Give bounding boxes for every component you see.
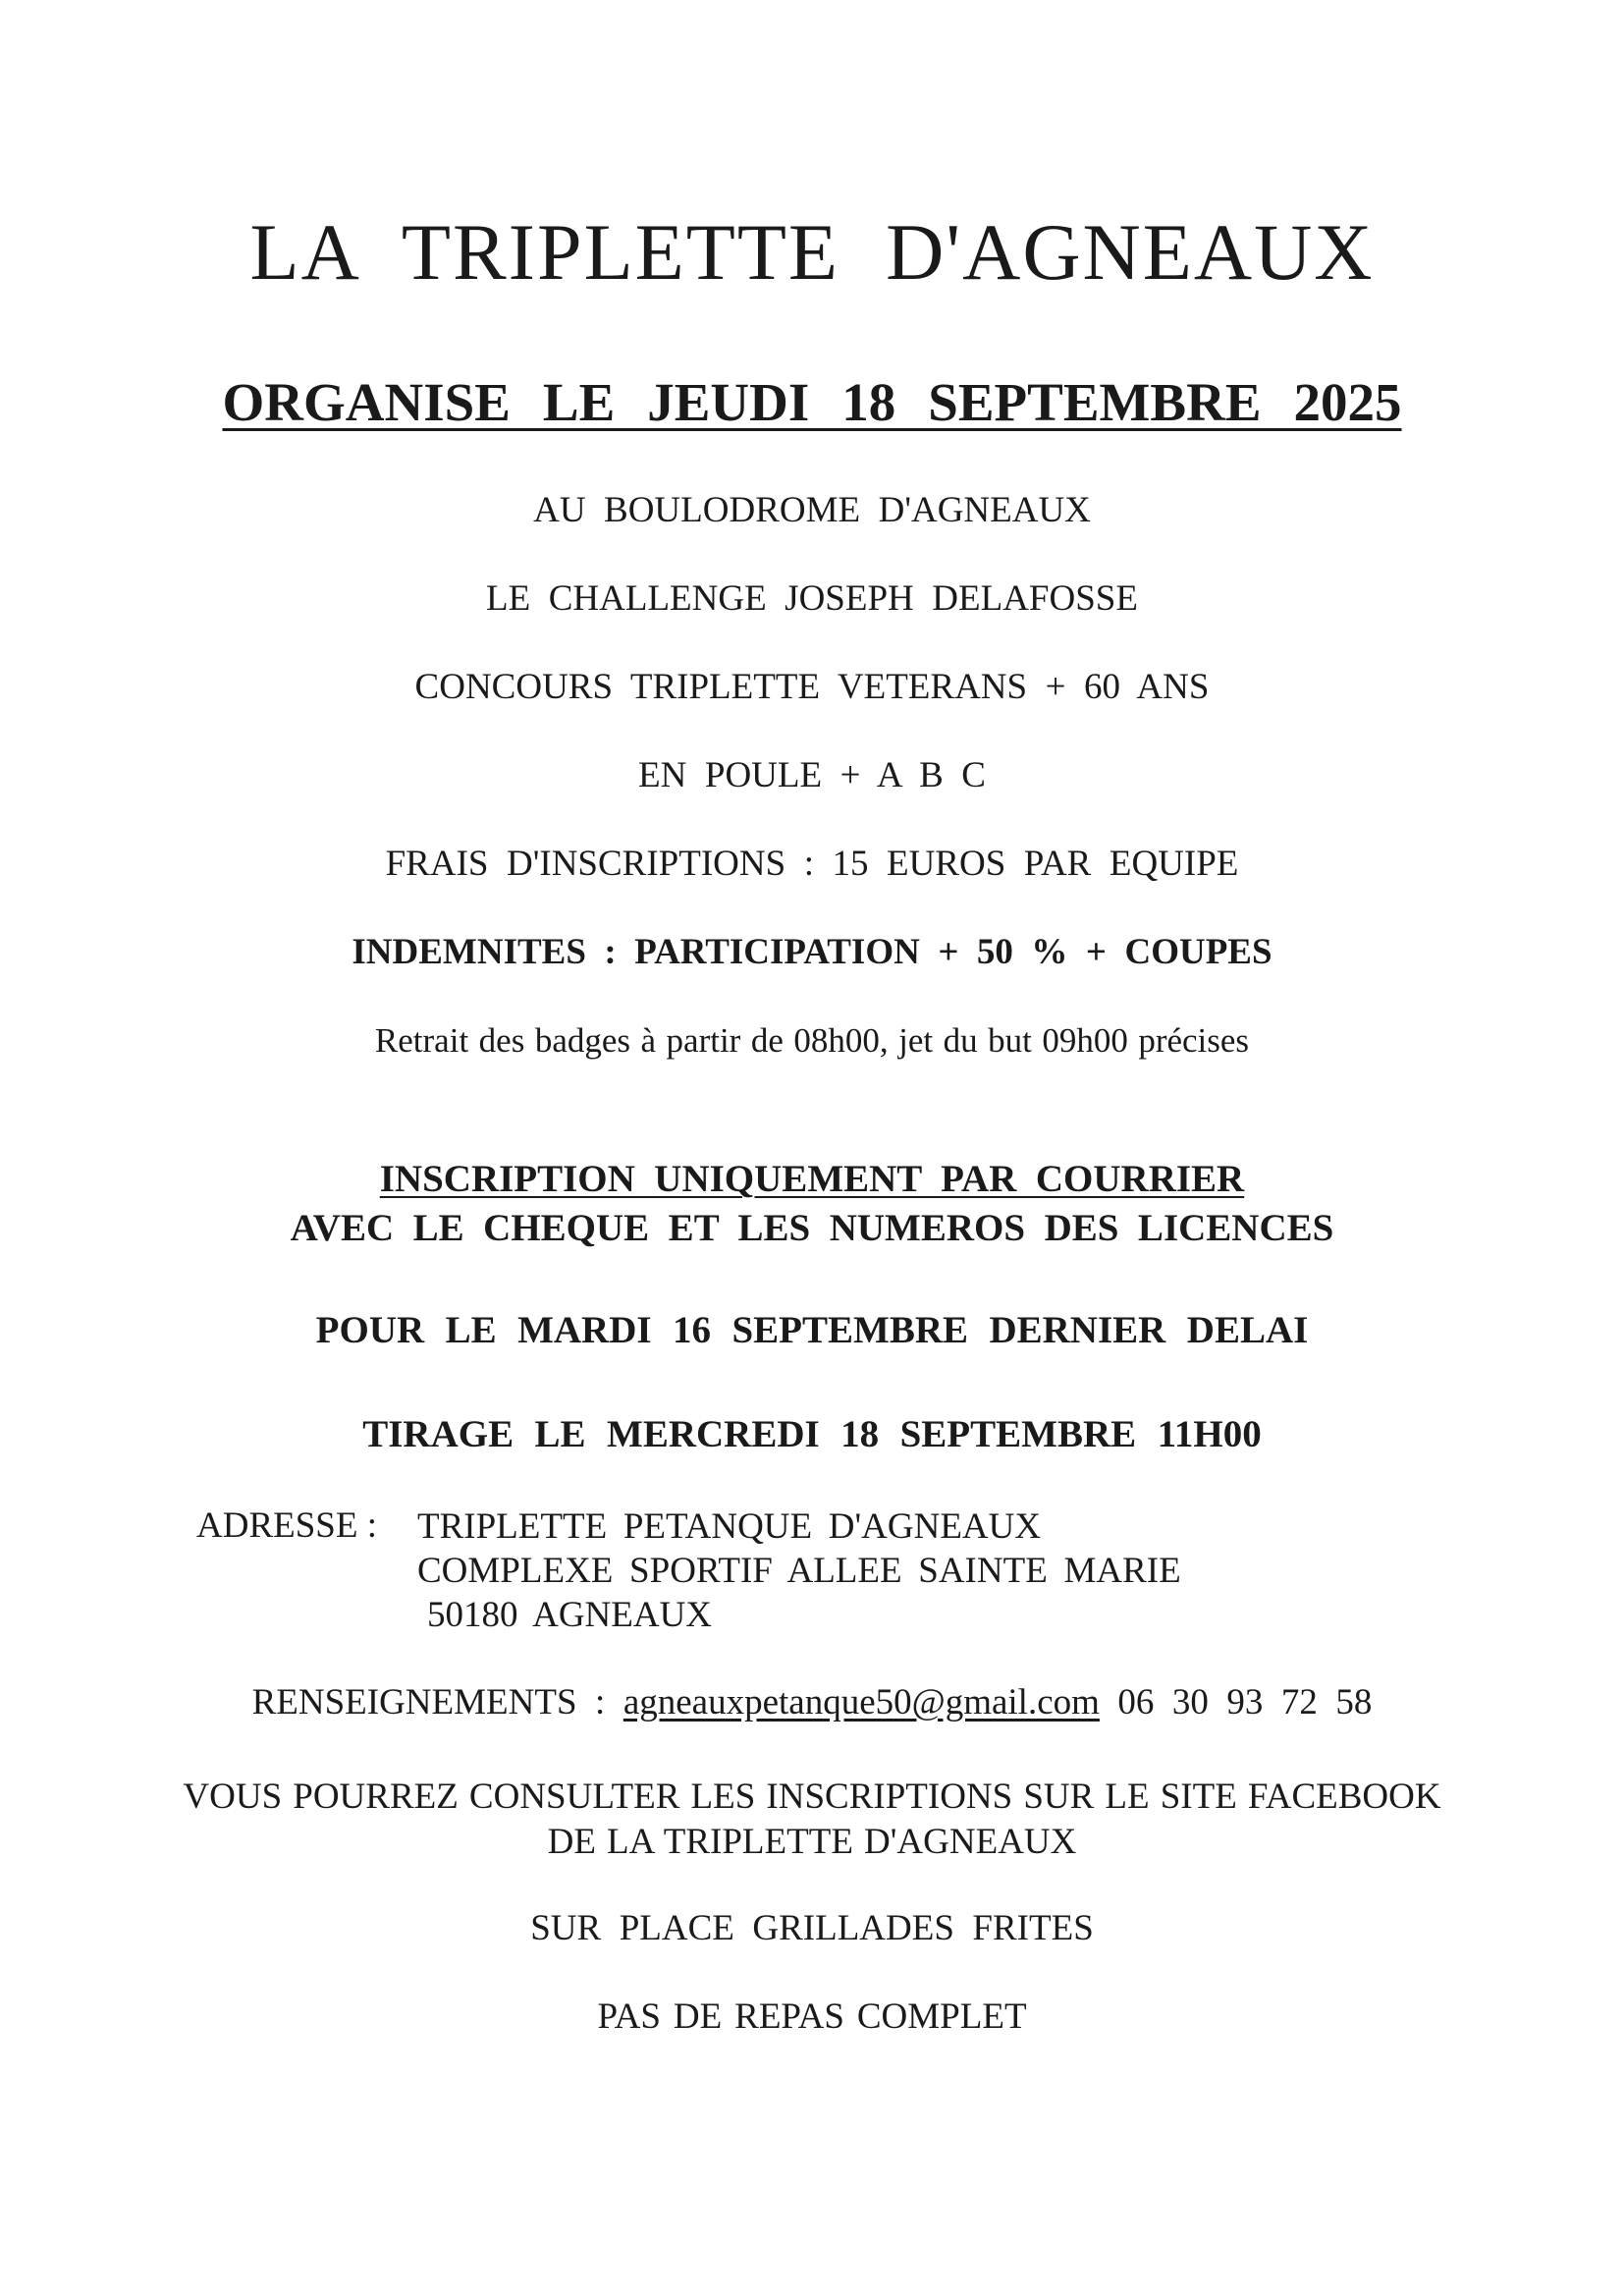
- facebook-line-1: VOUS POURREZ CONSULTER LES INSCRIPTIONS SUR LE SITE FACEBOOK: [183, 1777, 1441, 1817]
- address-label: ADRESSE :: [196, 1505, 378, 1546]
- contact-line: [0, 1681, 1624, 1723]
- fees-line: FRAIS D'INSCRIPTIONS : 15 EUROS PAR EQUIPE: [385, 844, 1239, 884]
- badges-line: Retrait des badges à partir de 08h00, jet du but 09h00 précises: [374, 1021, 1250, 1060]
- prizes-line: INDEMNITES : PARTICIPATION + 50 % + COUPES: [352, 932, 1272, 972]
- registration-heading: INSCRIPTION UNIQUEMENT PAR COURRIER: [379, 1158, 1245, 1200]
- address-line-3: 50180 AGNEAUX: [427, 1595, 713, 1635]
- address-line-2: COMPLEXE SPORTIF ALLEE SAINTE MARIE: [417, 1551, 1181, 1591]
- deadline-line: POUR LE MARDI 16 SEPTEMBRE DERNIER DELAI: [315, 1309, 1309, 1351]
- challenge-line: LE CHALLENGE JOSEPH DELAFOSSE: [486, 578, 1138, 619]
- contact-phone: 06 30 93 72 58: [1117, 1682, 1373, 1722]
- contest-line: CONCOURS TRIPLETTE VETERANS + 60 ANS: [414, 667, 1210, 707]
- contact-email-link[interactable]: agneauxpetanque50@gmail.com: [623, 1682, 1100, 1722]
- event-date-heading: ORGANISE LE JEUDI 18 SEPTEMBRE 2025: [222, 372, 1402, 432]
- address-line-1: TRIPLETTE PETANQUE D'AGNEAUX: [417, 1506, 1042, 1547]
- registration-requirements: AVEC LE CHEQUE ET LES NUMEROS DES LICENCES: [290, 1207, 1334, 1249]
- address-lines: [417, 1504, 1181, 1637]
- venue-line: AU BOULODROME D'AGNEAUX: [533, 490, 1091, 530]
- facebook-line-2: DE LA TRIPLETTE D'AGNEAUX: [547, 1822, 1077, 1862]
- draw-line: TIRAGE LE MERCREDI 18 SEPTEMBRE 11H00: [362, 1413, 1262, 1455]
- food-line: SUR PLACE GRILLADES FRITES: [530, 1908, 1094, 1948]
- contact-label: RENSEIGNEMENTS :: [251, 1682, 606, 1722]
- format-line: EN POULE + A B C: [638, 755, 986, 795]
- no-meal-line: PAS DE REPAS COMPLET: [597, 1996, 1027, 2037]
- poster-title: LA TRIPLETTE D'AGNEAUX: [249, 207, 1375, 297]
